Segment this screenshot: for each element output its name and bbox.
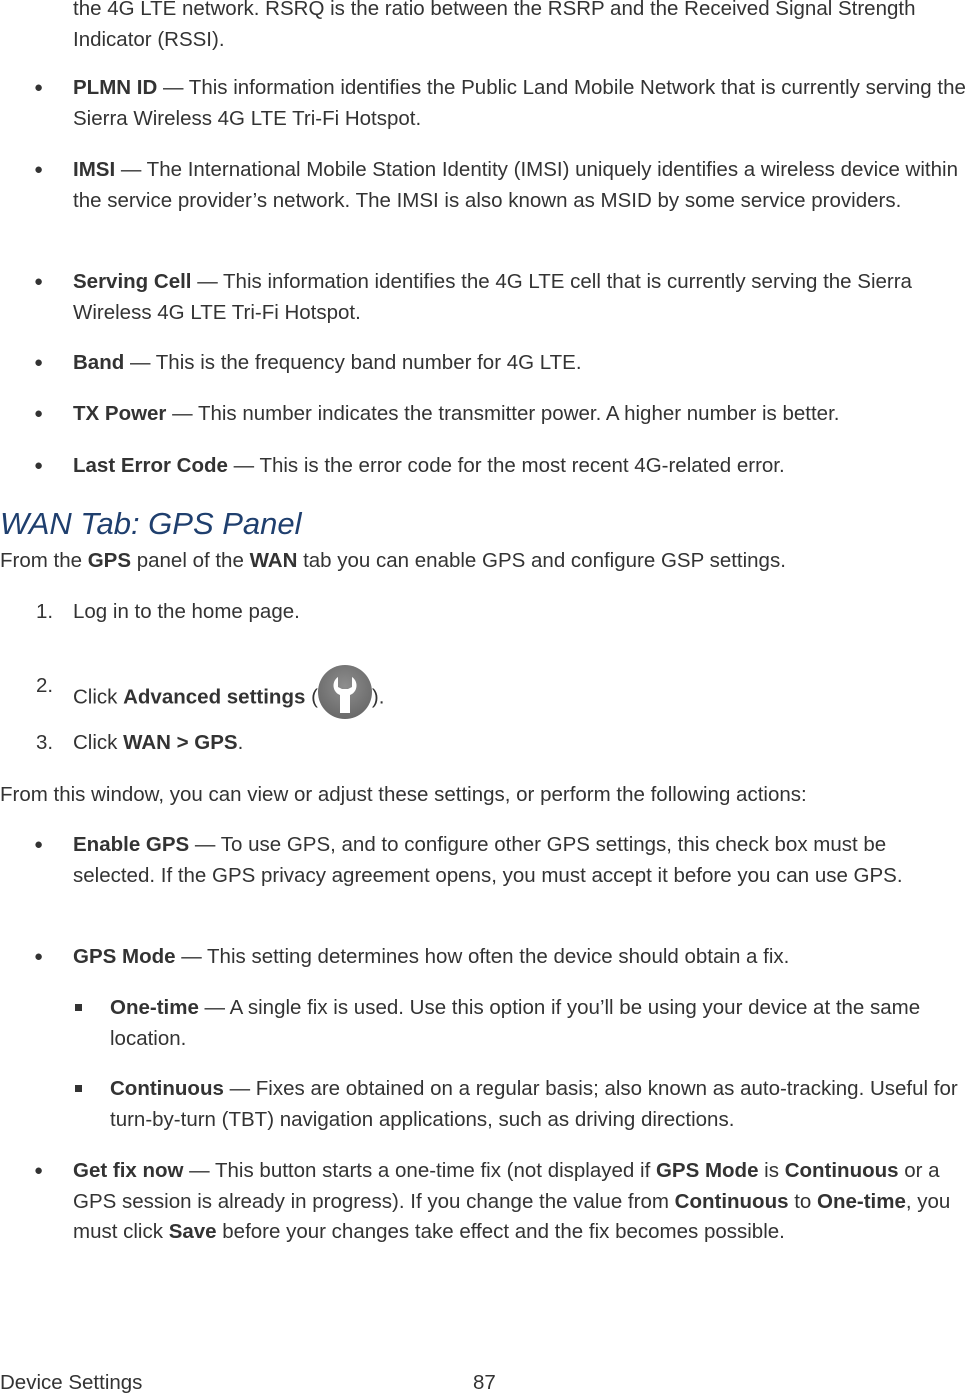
desc-serving-cell: — This information identifies the 4G LTE cell that is currently serving the Sierra Wireless 4G LTE Tri-Fi Hotspot. — [73, 270, 912, 324]
square-bullet-icon — [75, 1085, 82, 1092]
term-gps-mode: GPS Mode — [73, 945, 176, 968]
step-wan-gps: WAN > GPS — [123, 731, 238, 754]
desc-imsi: — The International Mobile Station Identity (IMSI) uniquely identifies a wireless device within the service provider’s network. The IMSI is also known as MSID by some service providers. — [73, 158, 958, 212]
desc-get-fix: to — [788, 1189, 818, 1213]
term-band: Band — [73, 351, 125, 374]
actions-intro — [0, 780, 970, 811]
desc-get-fix: , you must click — [73, 1189, 951, 1243]
desc-plmn-id: — This information identifies the Public Land Mobile Network that is currently serving the Sierra Wireless 4G LTE Tri-Fi Hotspot. — [73, 76, 966, 130]
sub-list-item — [110, 993, 958, 1054]
section-intro — [0, 546, 970, 577]
bullet-icon: ● — [34, 354, 44, 371]
bullet-icon: ● — [34, 161, 44, 178]
step-item — [73, 671, 970, 725]
ref-one-time: One-time — [817, 1189, 906, 1213]
desc-band: — This is the frequency band number for 4G LTE. — [124, 351, 582, 374]
desc-get-fix: before your changes take effect and the fix becomes possible. — [216, 1220, 785, 1243]
ref-gps-mode: GPS Mode — [655, 1159, 759, 1182]
term-serving-cell: Serving Cell — [73, 270, 192, 293]
list-item — [73, 73, 970, 134]
list-item — [73, 1156, 962, 1248]
list-item — [73, 451, 970, 482]
term-one-time: One-time — [110, 996, 199, 1019]
desc-get-fix: is — [758, 1159, 785, 1182]
desc-last-error-code: — This is the error code for the most recent 4G-related error. — [227, 454, 785, 477]
actions-intro-text: From this window, you can view or adjust these settings, or perform the following actions: — [0, 783, 807, 806]
bullet-icon: ● — [34, 1162, 44, 1179]
term-continuous: Continuous — [110, 1077, 224, 1100]
bullet-icon: ● — [34, 79, 44, 96]
bullet-icon: ● — [34, 948, 44, 965]
section-intro-text: tab you can enable GPS and configure GSP settings. — [297, 549, 786, 572]
section-intro-text: panel of the — [131, 549, 250, 572]
intro-paragraph — [73, 0, 970, 55]
desc-continuous: — Fixes are obtained on a regular basis; also known as auto-tracking. Useful for turn-by-turn (TBT) navigation applications, such as driving directions. — [110, 1077, 958, 1131]
bullet-icon: ● — [34, 405, 44, 422]
desc-enable-gps: — To use GPS, and to configure other GPS settings, this check box must be selected. If the GPS privacy agreement opens, you must accept it before you can use GPS. — [73, 833, 903, 887]
ref-continuous: Continuous — [674, 1189, 789, 1213]
step-text: ). — [371, 685, 385, 709]
desc-one-time: — A single fix is used. Use this option if you’ll be using your device at the same location. — [110, 996, 921, 1050]
sub-list-item — [110, 1074, 958, 1135]
step-text: Click — [73, 685, 124, 709]
term-last-error-code: Last Error Code — [73, 454, 228, 477]
square-bullet-icon — [75, 1004, 82, 1011]
step-item — [73, 728, 970, 759]
step-advanced-settings: Advanced settings — [123, 685, 306, 709]
section-intro-text: From the — [0, 549, 88, 572]
list-item — [73, 155, 970, 216]
step-number: 1. — [36, 600, 54, 623]
list-item — [73, 348, 970, 379]
bullet-icon: ● — [34, 836, 44, 853]
step-item — [73, 597, 970, 628]
ref-save: Save — [168, 1220, 217, 1243]
step-number: 2. — [36, 674, 54, 697]
term-get-fix-now: Get fix now — [73, 1159, 184, 1182]
desc-get-fix: — This button starts a one-time fix (not displayed if — [183, 1159, 656, 1182]
step-number: 3. — [36, 731, 54, 754]
step-text: Click — [73, 731, 124, 754]
section-intro-gps: GPS — [87, 549, 132, 572]
section-heading: WAN Tab: GPS Panel — [0, 506, 302, 541]
term-plmn-id: PLMN ID — [73, 76, 158, 99]
bullet-icon: ● — [34, 457, 44, 474]
list-item — [73, 399, 970, 430]
term-tx-power: TX Power — [73, 402, 167, 425]
list-item — [73, 942, 970, 973]
term-enable-gps: Enable GPS — [73, 833, 190, 856]
intro-text: the 4G LTE network. RSRQ is the ratio between the RSRP and the Received Signal Strength Indicator (RSSI). — [73, 0, 916, 51]
section-intro-wan: WAN — [249, 549, 298, 572]
ref-continuous: Continuous — [784, 1159, 899, 1182]
step-text: Log in to the home page. — [73, 600, 300, 623]
list-item — [73, 830, 970, 891]
bullet-icon: ● — [34, 273, 44, 290]
footer-page-number: 87 — [473, 1371, 496, 1394]
list-item — [73, 267, 970, 328]
desc-tx-power: — This number indicates the transmitter power. A higher number is better. — [166, 402, 840, 425]
desc-get-fix: or a GPS session is already in progress). If you change the value from — [73, 1159, 940, 1213]
step-text: . — [237, 731, 244, 754]
wrench-icon — [318, 665, 372, 719]
term-imsi: IMSI — [73, 158, 116, 181]
step-text: ( — [305, 685, 318, 709]
desc-gps-mode: — This setting determines how often the device should obtain a fix. — [175, 945, 790, 968]
footer-section-title: Device Settings — [0, 1371, 143, 1394]
